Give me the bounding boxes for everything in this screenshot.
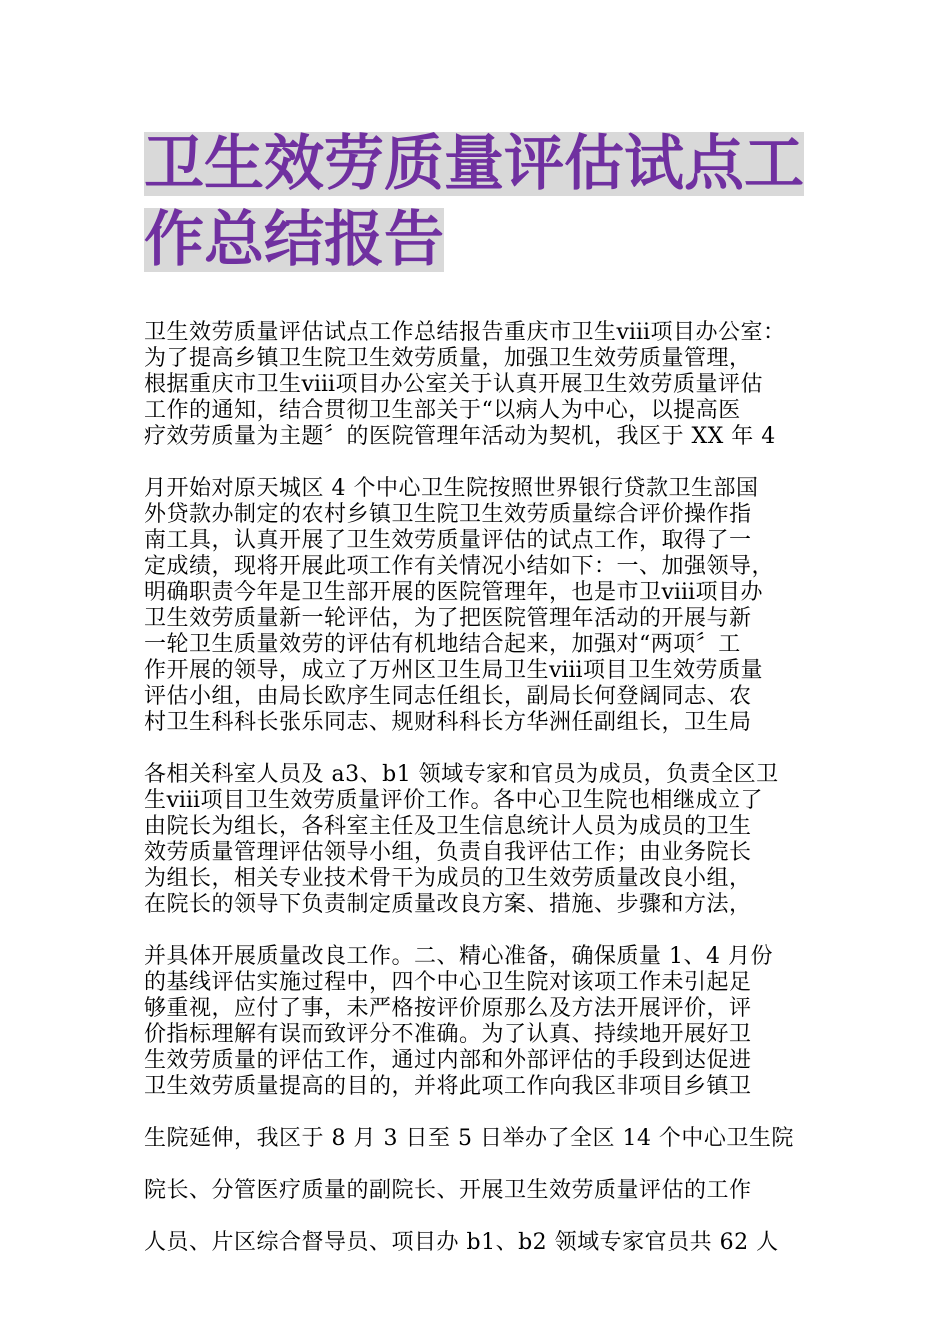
body-line: 村卫生科科长张乐同志、规财科科长方华洲任副组长，卫生局 [144, 710, 752, 735]
body-line: 价指标理解有误而致评分不准确。为了认真、持续地开展好卫 [144, 1022, 752, 1047]
body-line: 外贷款办制定的农村乡镇卫生院卫生效劳质量综合评价操作指 [144, 502, 752, 527]
body-line: 在院长的领导下负责制定质量改良方案、措施、步骤和方法， [144, 892, 752, 917]
document-body [144, 0, 824, 1344]
body-line: 人员、片区综合督导员、项目办 b1、b2 领域专家官员共 62 人 [144, 1230, 779, 1255]
body-line: 并具体开展质量改良工作。二、精心准备，确保质量 1、4 月份 [144, 944, 773, 969]
body-line: 生ⅷ项目卫生效劳质量评价工作。各中心卫生院也相继成立了 [144, 788, 764, 813]
body-line: 疗效劳质量为主题〞的医院管理年活动为契机，我区于 XX 年 4 [144, 424, 776, 449]
body-line: 卫生效劳质量评估试点工作总结报告重庆市卫生ⅷ项目办公室： [144, 320, 786, 345]
body-line: 南工具，认真开展了卫生效劳质量评估的试点工作，取得了一 [144, 528, 752, 553]
body-line: 卫生效劳质量提高的目的，并将此项工作向我区非项目乡镇卫 [144, 1074, 752, 1099]
body-line: 作开展的领导，成立了万州区卫生局卫生ⅷ项目卫生效劳质量 [144, 658, 764, 683]
body-line: 卫生效劳质量新一轮评估，为了把医院管理年活动的开展与新 [144, 606, 752, 631]
title-line-2: 作总结报告 [144, 205, 444, 275]
body-line: 一轮卫生质量效劳的评估有机地结合起来，加强对“两项〞工 [144, 632, 741, 657]
body-line: 根据重庆市卫生ⅷ项目办公室关于认真开展卫生效劳质量评估 [144, 372, 764, 397]
body-line: 明确职责今年是卫生部开展的医院管理年，也是市卫ⅷ项目办 [144, 580, 764, 605]
body-line: 生院延伸，我区于 8 月 3 日至 5 日举办了全区 14 个中心卫生院 [144, 1126, 794, 1151]
body-line: 生效劳质量的评估工作，通过内部和外部评估的手段到达促进 [144, 1048, 752, 1073]
body-line: 月开始对原天城区 4 个中心卫生院按照世界银行贷款卫生部国 [144, 476, 759, 501]
body-line: 院长、分管医疗质量的副院长、开展卫生效劳质量评估的工作 [144, 1178, 752, 1203]
body-line: 工作的通知，结合贯彻卫生部关于“以病人为中心，以提高医 [144, 398, 741, 423]
body-line: 的基线评估实施过程中，四个中心卫生院对该项工作未引起足 [144, 970, 752, 995]
body-line: 各相关科室人员及 a3、b1 领域专家和官员为成员，负责全区卫 [144, 762, 779, 787]
body-line: 评估小组，由局长欧序生同志任组长，副局长何登阔同志、农 [144, 684, 752, 709]
title-line-1: 卫生效劳质量评估试点工 [144, 129, 804, 199]
body-line: 为组长，相关专业技术骨干为成员的卫生效劳质量改良小组， [144, 866, 752, 891]
body-line: 为了提高乡镇卫生院卫生效劳质量，加强卫生效劳质量管理， [144, 346, 752, 371]
body-line: 效劳质量管理评估领导小组，负责自我评估工作；由业务院长 [144, 840, 752, 865]
body-line: 由院长为组长，各科室主任及卫生信息统计人员为成员的卫生 [144, 814, 752, 839]
body-line: 够重视，应付了事，未严格按评价原那么及方法开展评价，评 [144, 996, 752, 1021]
body-line: 定成绩，现将开展此项工作有关情况小结如下：一、加强领导， [144, 554, 775, 579]
